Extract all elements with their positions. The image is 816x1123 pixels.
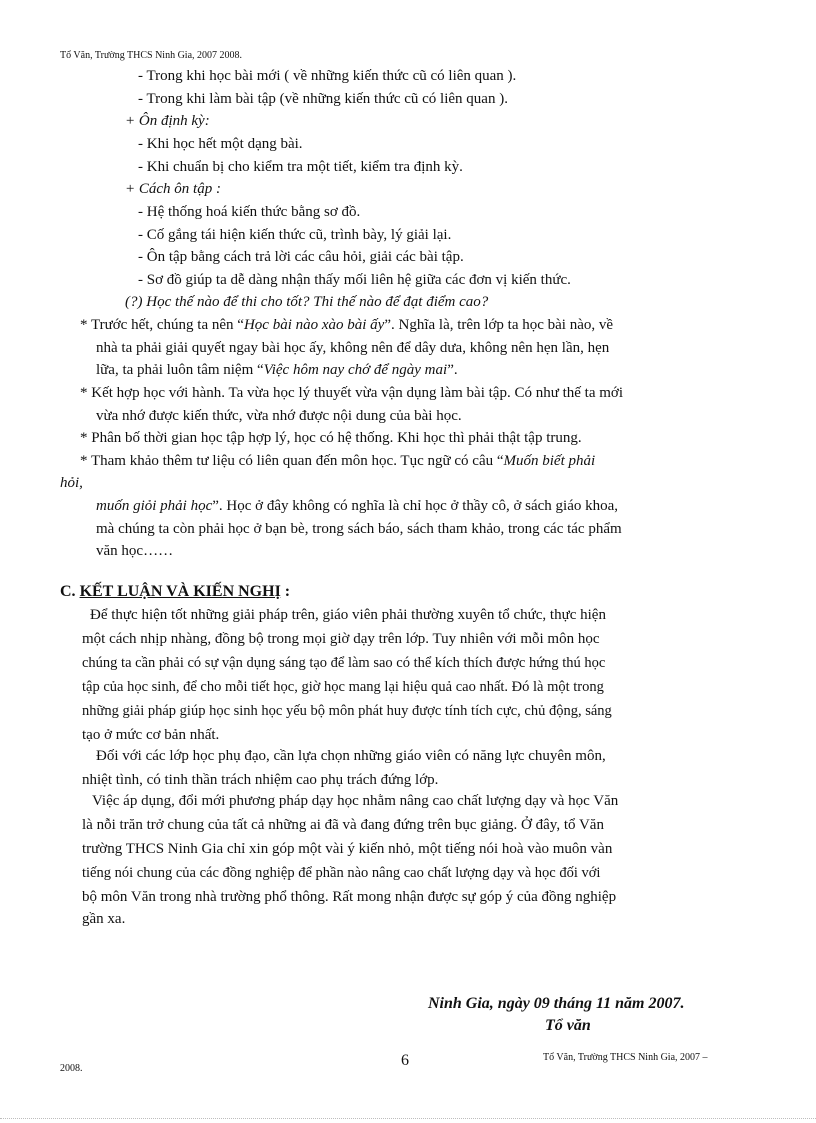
paragraph-line: Để thực hiện tốt những giải pháp trên, giáo viên phải thường xuyên tổ chức, thực hiện [90,607,606,623]
paragraph-line: Đối với các lớp học phụ đạo, cần lựa chọn những giáo viên có năng lực chuyên môn, [96,748,606,764]
bullet-line [80,450,595,472]
paragraph-line: tiếng nói chung của các đồng nghiệp để phần nào nâng cao chất lượng dạy và học đối với [82,865,601,881]
text: ”. Học ở đây không có nghĩa là chỉ học ở thầy cô, ở sách giáo khoa, [212,498,619,514]
paragraph-line: trường THCS Ninh Gia chỉ xin góp một vài ý kiến nhỏ, một tiếng nói hoà vào muôn vàn [82,841,613,857]
bullet-continuation: nhà ta phải giải quyết ngay bài học ấy, không nên để dây dưa, không nên hẹn lần, hẹn [96,340,610,356]
list-item: - Ôn tập bằng cách trả lời các câu hỏi, giải các bài tập. [138,249,464,265]
section-suffix: : [284,583,291,600]
bullet-continuation [96,495,618,517]
paragraph-line: tập của học sinh, để cho mỗi tiết học, giờ học mang lại hiệu quả cao nhất. Đó là một trong [82,679,604,695]
page-number: 6 [401,1052,409,1069]
list-item: - Trong khi học bài mới ( về những kiến thức cũ có liên quan ). [138,68,517,84]
bullet-continuation: vừa nhớ được kiến thức, vừa nhớ được nội dung của bài học. [96,408,462,424]
text: lữa, ta phải luôn tâm niệm “ [96,362,264,378]
footer-text-wrap: 2008. [60,1063,83,1074]
quote-italic: muốn giỏi phải học [96,498,213,514]
subheading-periodic-review: + Ôn định kỳ: [125,113,210,129]
paragraph-line: bộ môn Văn trong nhà trường phổ thông. Rất mong nhận được sự góp ý của đồng nghiệp [82,889,617,905]
signature-place-date: Ninh Gia, ngày 09 tháng 11 năm 2007. [428,995,685,1012]
text: ”. Nghĩa là, trên lớp ta học bài nào, về [384,317,614,333]
quote-italic: Học bài nào xào bài ấy [243,317,385,333]
section-prefix: C. [60,583,76,600]
page-bottom-border [0,1118,816,1119]
section-title: KẾT LUẬN VÀ KIẾN NGHỊ [79,583,281,600]
bullet-line: * Kết hợp học với hành. Ta vừa học lý thuyết vừa vận dụng làm bài tập. Có như thế ta mới [80,385,624,401]
text: * Trước hết, chúng ta nên “ [80,317,244,333]
bullet-line [80,314,613,336]
page-header: Tổ Văn, Trường THCS Ninh Gia, 2007 2008. [60,50,243,61]
wrapped-word: hỏi, [60,475,83,491]
list-item: - Khi chuẩn bị cho kiểm tra một tiết, kiểm tra định kỳ. [138,159,463,175]
list-item: - Trong khi làm bài tập (về những kiến thức cũ có liên quan ). [138,91,508,107]
paragraph-line: là nỗi trăn trở chung của tất cả những ai đã và đang đứng trên bục giảng. Ở đây, tổ Văn [82,817,604,833]
paragraph-line: một cách nhịp nhàng, đồng bộ trong mọi giờ dạy trên lớp. Tuy nhiên với mỗi môn học [82,631,600,647]
quote-italic: Việc hôm nay chớ để ngày mai [263,362,448,378]
list-item: - Khi học hết một dạng bài. [138,136,303,152]
subheading-review-method: + Cách ôn tập : [125,181,221,197]
signature-org: Tổ văn [545,1017,591,1034]
paragraph-line: gần xa. [82,911,126,927]
list-item: - Cố gắng tái hiện kiến thức cũ, trình bày, lý giải lại. [138,227,452,243]
text: ”. [447,362,458,378]
quote-italic: Muốn biết phải [503,453,596,469]
bullet-continuation: mà chúng ta còn phải học ở bạn bè, trong sách báo, sách tham khảo, trong các tác phẩm [96,521,622,537]
list-item: - Sơ đồ giúp ta dễ dàng nhận thấy mối liên hệ giữa các đơn vị kiến thức. [138,272,571,288]
paragraph-line: nhiệt tình, có tinh thần trách nhiệm cao phụ trách đứng lớp. [82,772,439,788]
text: * Tham khảo thêm tư liệu có liên quan đến môn học. Tục ngữ có câu “ [80,453,504,469]
paragraph-line: những giải pháp giúp học sinh học yếu bộ môn phát huy được tính tích cực, chủ động, sáng [82,703,612,719]
paragraph-line: tạo ở mức cơ bản nhất. [82,727,220,743]
paragraph-line: Việc áp dụng, đổi mới phương pháp dạy học nhằm nâng cao chất lượng dạy và học Văn [92,793,619,809]
list-item: - Hệ thống hoá kiến thức bằng sơ đồ. [138,204,361,220]
footer-text: Tổ Văn, Trường THCS Ninh Gia, 2007 – [543,1052,708,1063]
bullet-line: * Phân bố thời gian học tập hợp lý, học có hệ thống. Khi học thì phải thật tập trung. [80,430,582,446]
question-line: (?) Học thế nào để thi cho tốt? Thi thế nào để đạt điểm cao? [125,294,489,310]
bullet-continuation [96,359,458,381]
bullet-continuation: văn học…… [96,543,174,559]
paragraph-line: chúng ta cần phải có sự vận dụng sáng tạo để làm sao có thể kích thích được hứng thú học [82,655,606,671]
section-heading [60,583,290,601]
